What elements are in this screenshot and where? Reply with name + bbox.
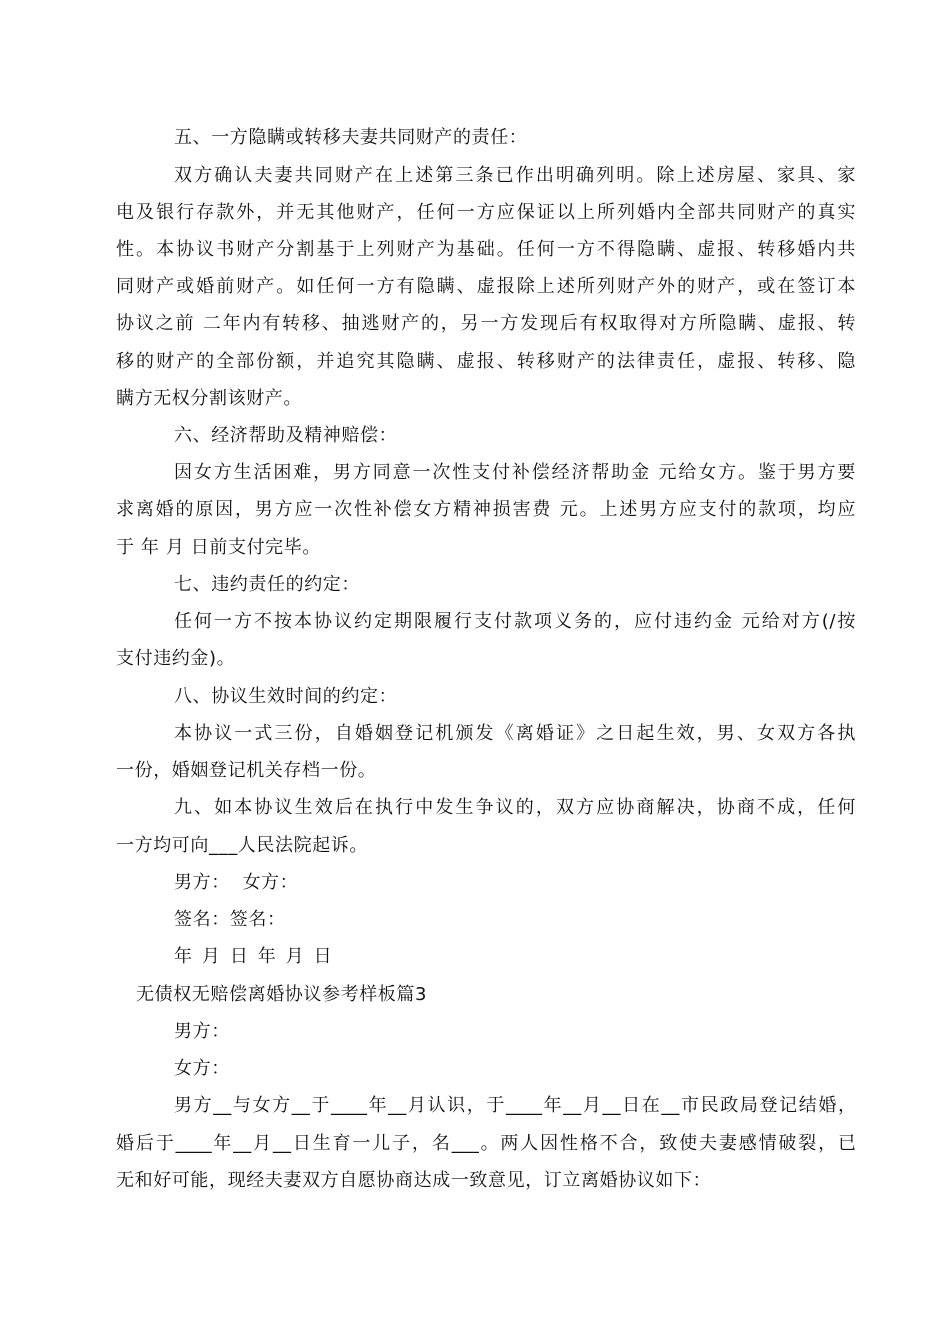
paragraph-line: 移的财产的全部份额，并追究其隐瞒、虚报、转移财产的法律责任，虚报、转移、隐 [116, 351, 856, 372]
date-labels: 年 月 日 年 月 日 [174, 946, 333, 967]
section-5-heading: 五、一方隐瞒或转移夫妻共同财产的责任： [174, 127, 528, 148]
section-8-heading: 八、协议生效时间的约定： [174, 686, 398, 707]
paragraph-line: 一方均可向___人民法院起诉。 [116, 835, 368, 856]
paragraph-line: 婚后于____年__月__日生育一儿子，名___。两人因性格不合，致使夫妻感情破裂，已 [116, 1133, 856, 1154]
section-7-heading: 七、违约责任的约定： [174, 574, 360, 595]
paragraph-line: 瞒方无权分割该财产。 [116, 388, 302, 409]
paragraph-line: 一份，婚姻登记机关存档一份。 [116, 760, 377, 781]
paragraph-line: 本协议一式三份，自婚姻登记机颁发《离婚证》之日起生效，男、女双方各执 [174, 723, 856, 744]
paragraph-line: 电及银行存款外，并无其他财产，任何一方应保证以上所列婚内全部共同财产的真实 [116, 202, 856, 223]
female-party-label: 女方： [174, 1058, 230, 1079]
paragraph-line: 协议之前 二年内有转移、抽逃财产的，另一方发现后有权取得对方所隐瞒、虚报、转 [116, 313, 856, 334]
section-6-heading: 六、经济帮助及精神赔偿： [174, 425, 398, 446]
paragraph-line: 同财产或婚前财产。如任何一方有隐瞒、虚报除上述所列财产外的财产，或在签订本 [116, 276, 856, 297]
party-labels: 男方： 女方： [174, 872, 299, 893]
paragraph-line: 支付违约金)。 [116, 648, 236, 669]
paragraph-line: 双方确认夫妻共同财产在上述第三条已作出明确列明。除上述房屋、家具、家 [174, 165, 856, 186]
section-title: 无债权无赔偿离婚协议参考样板篇3 [136, 984, 428, 1005]
paragraph-line: 无和好可能，现经夫妻双方自愿协商达成一致意见，订立离婚协议如下： [116, 1170, 712, 1191]
paragraph-line: 男方__与女方__于____年__月认识，于____年__月__日在__市民政局登记结婚， [174, 1095, 856, 1116]
signature-labels: 签名：签名： [174, 909, 286, 930]
paragraph-line: 性。本协议书财产分割基于上列财产为基础。任何一方不得隐瞒、虚报、转移婚内共 [116, 239, 856, 260]
section-9-line: 九、如本协议生效后在执行中发生争议的，双方应协商解决，协商不成，任何 [174, 797, 856, 818]
paragraph-line: 因女方生活困难，男方同意一次性支付补偿经济帮助金 元给女方。鉴于男方要 [174, 462, 856, 483]
male-party-label: 男方： [174, 1021, 230, 1042]
paragraph-line: 任何一方不按本协议约定期限履行支付款项义务的，应付违约金 元给对方(/按 [174, 611, 856, 632]
paragraph-line: 于 年 月 日前支付完毕。 [116, 537, 321, 558]
paragraph-line: 求离婚的原因，男方应一次性补偿女方精神损害费 元。上述男方应支付的款项，均应 [116, 499, 856, 520]
